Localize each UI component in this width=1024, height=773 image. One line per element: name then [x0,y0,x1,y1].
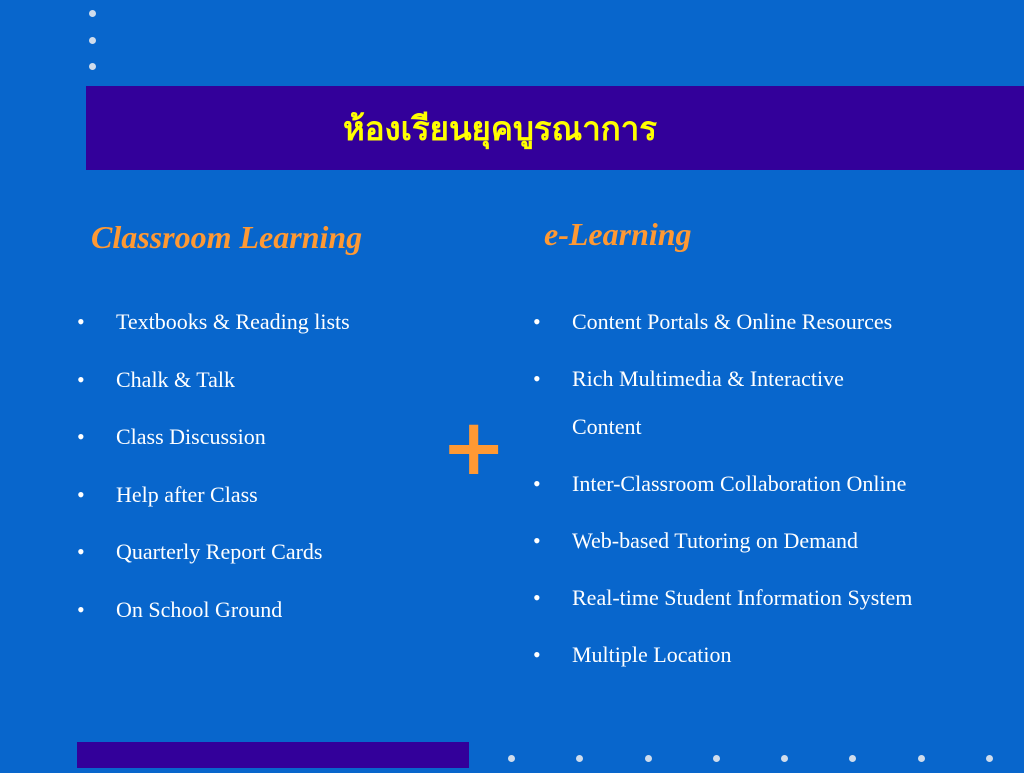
bullet-icon: • [533,642,541,667]
bullet-icon: • [77,366,85,392]
list-item: • Content Portals & Online Resources [572,298,1012,346]
title-band [86,86,1024,170]
bullet-icon: • [77,424,85,449]
bullet-icon: • [533,528,541,553]
list-item: • Inter-Classroom Collaboration Online [572,460,1012,508]
e-learning-heading: e-Learning [544,216,692,252]
slide-title: ห้องเรียนยุคบูรณาการ [342,108,658,148]
list-item: • Rich Multimedia & Interactive Content [572,355,912,451]
list-item: • Class Discussion [116,413,456,461]
list-item: • Multiple Location [572,631,1012,679]
bullet-icon: • [77,481,85,507]
bullet-icon: • [77,539,85,564]
e-learning-list [533,298,1012,688]
bullet-icon: • [533,309,541,334]
bullet-icon: • [77,309,85,334]
list-item: • Textbooks & Reading lists [116,298,456,346]
decorative-dots-vertical [89,10,99,90]
list-item: • Chalk & Talk [116,356,456,404]
classroom-learning-list [77,298,456,643]
list-item: • On School Ground [116,586,456,634]
bottom-band [77,742,469,768]
list-item: • Real-time Student Information System [572,574,1012,622]
list-item: • Quarterly Report Cards [116,528,456,576]
bullet-icon: • [533,366,541,391]
list-item: • Web-based Tutoring on Demand [572,517,1012,565]
plus-icon: + [441,403,507,493]
classroom-learning-heading: Classroom Learning [91,219,363,255]
list-item: • Help after Class [116,471,456,519]
bullet-icon: • [77,596,85,622]
bullet-icon: • [533,471,541,496]
bullet-icon: • [533,585,541,610]
decorative-dots-horizontal [508,755,1024,763]
